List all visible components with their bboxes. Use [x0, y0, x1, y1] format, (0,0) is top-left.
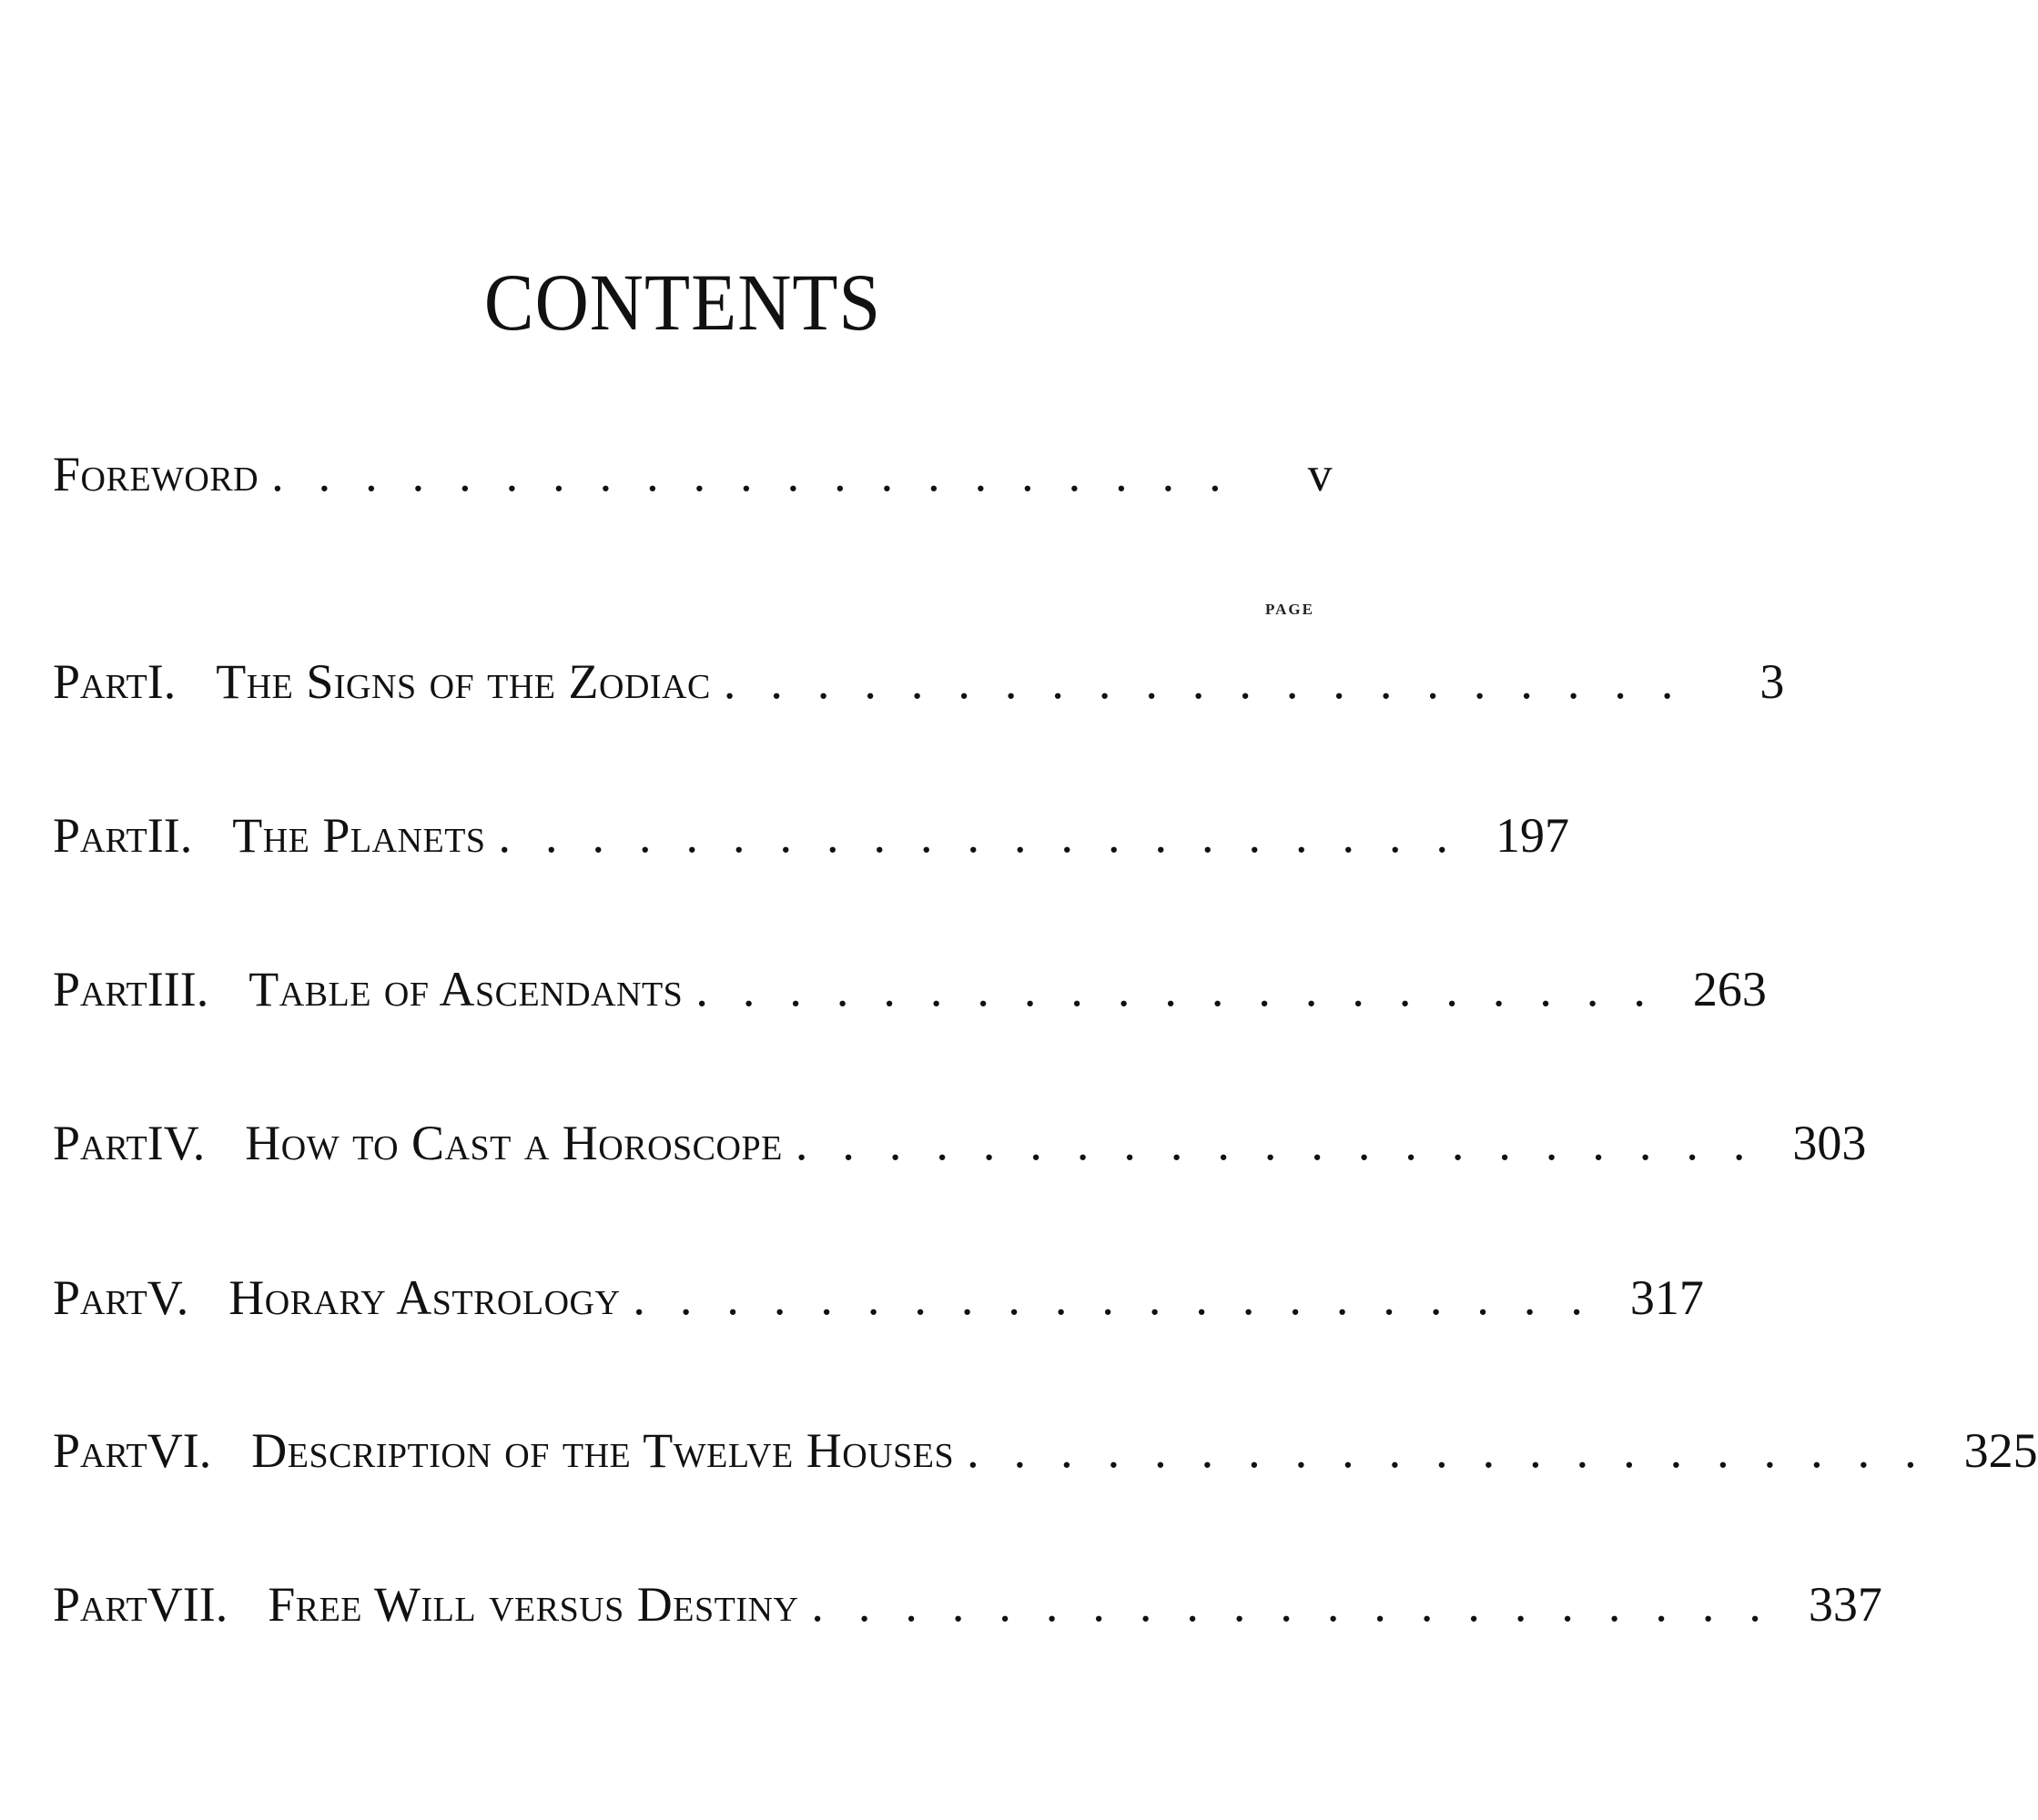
page-number: 325 [1963, 1423, 2038, 1478]
part-word: Part [53, 654, 147, 709]
toc-row [53, 807, 1570, 880]
part-word: Part [53, 1577, 147, 1632]
page-title: CONTENTS [483, 258, 882, 348]
dot-leader: ..................... [795, 1116, 1780, 1170]
part-number: I. [147, 654, 177, 709]
dot-leader: ..................... [695, 962, 1680, 1016]
page-number: 303 [1792, 1116, 1867, 1170]
dot-leader: ..................... [633, 1270, 1617, 1325]
toc-row [53, 961, 1767, 1034]
part-title: The Signs of the Zodiac [216, 654, 711, 709]
part-title: The Planets [232, 808, 486, 863]
foreword-label: Foreword [53, 447, 259, 501]
part-number: IV. [147, 1116, 206, 1170]
toc-row [53, 1115, 1867, 1188]
part-number: II. [147, 808, 193, 863]
part-number: III. [147, 962, 209, 1016]
dot-leader: ..................... [967, 1423, 1952, 1478]
part-word: Part [53, 808, 147, 863]
page-number: 317 [1629, 1270, 1704, 1325]
part-number: V. [147, 1270, 189, 1325]
page-number: 337 [1808, 1577, 1882, 1632]
dot-leader: ..................... [811, 1577, 1796, 1632]
foreword-page-number: v [1307, 447, 1333, 501]
part-word: Part [53, 1270, 147, 1325]
toc-row [53, 1269, 1704, 1342]
toc-row [53, 1422, 2038, 1495]
part-title: Table of Ascendants [248, 962, 684, 1016]
part-title: Horary Astrology [228, 1270, 621, 1325]
part-number: VII. [147, 1577, 228, 1632]
dot-leader: ..................... [271, 447, 1256, 501]
part-word: Part [53, 962, 147, 1016]
dot-leader: ..................... [498, 808, 1484, 863]
toc-row-foreword [53, 446, 1333, 519]
part-word: Part [53, 1116, 147, 1170]
part-title: Description of the Twelve Houses [251, 1423, 955, 1478]
page-column-header: page [1265, 596, 1314, 620]
toc-row [53, 653, 1785, 726]
part-number: VI. [147, 1423, 212, 1478]
page-number: 263 [1692, 962, 1767, 1016]
part-word: Part [53, 1423, 147, 1478]
page-number: 197 [1496, 808, 1570, 863]
part-title: Free Will versus Destiny [268, 1577, 799, 1632]
part-title: How to Cast a Horoscope [245, 1116, 783, 1170]
dot-leader: ..................... [723, 654, 1708, 709]
toc-row [53, 1576, 1882, 1649]
page-number: 3 [1759, 654, 1785, 709]
